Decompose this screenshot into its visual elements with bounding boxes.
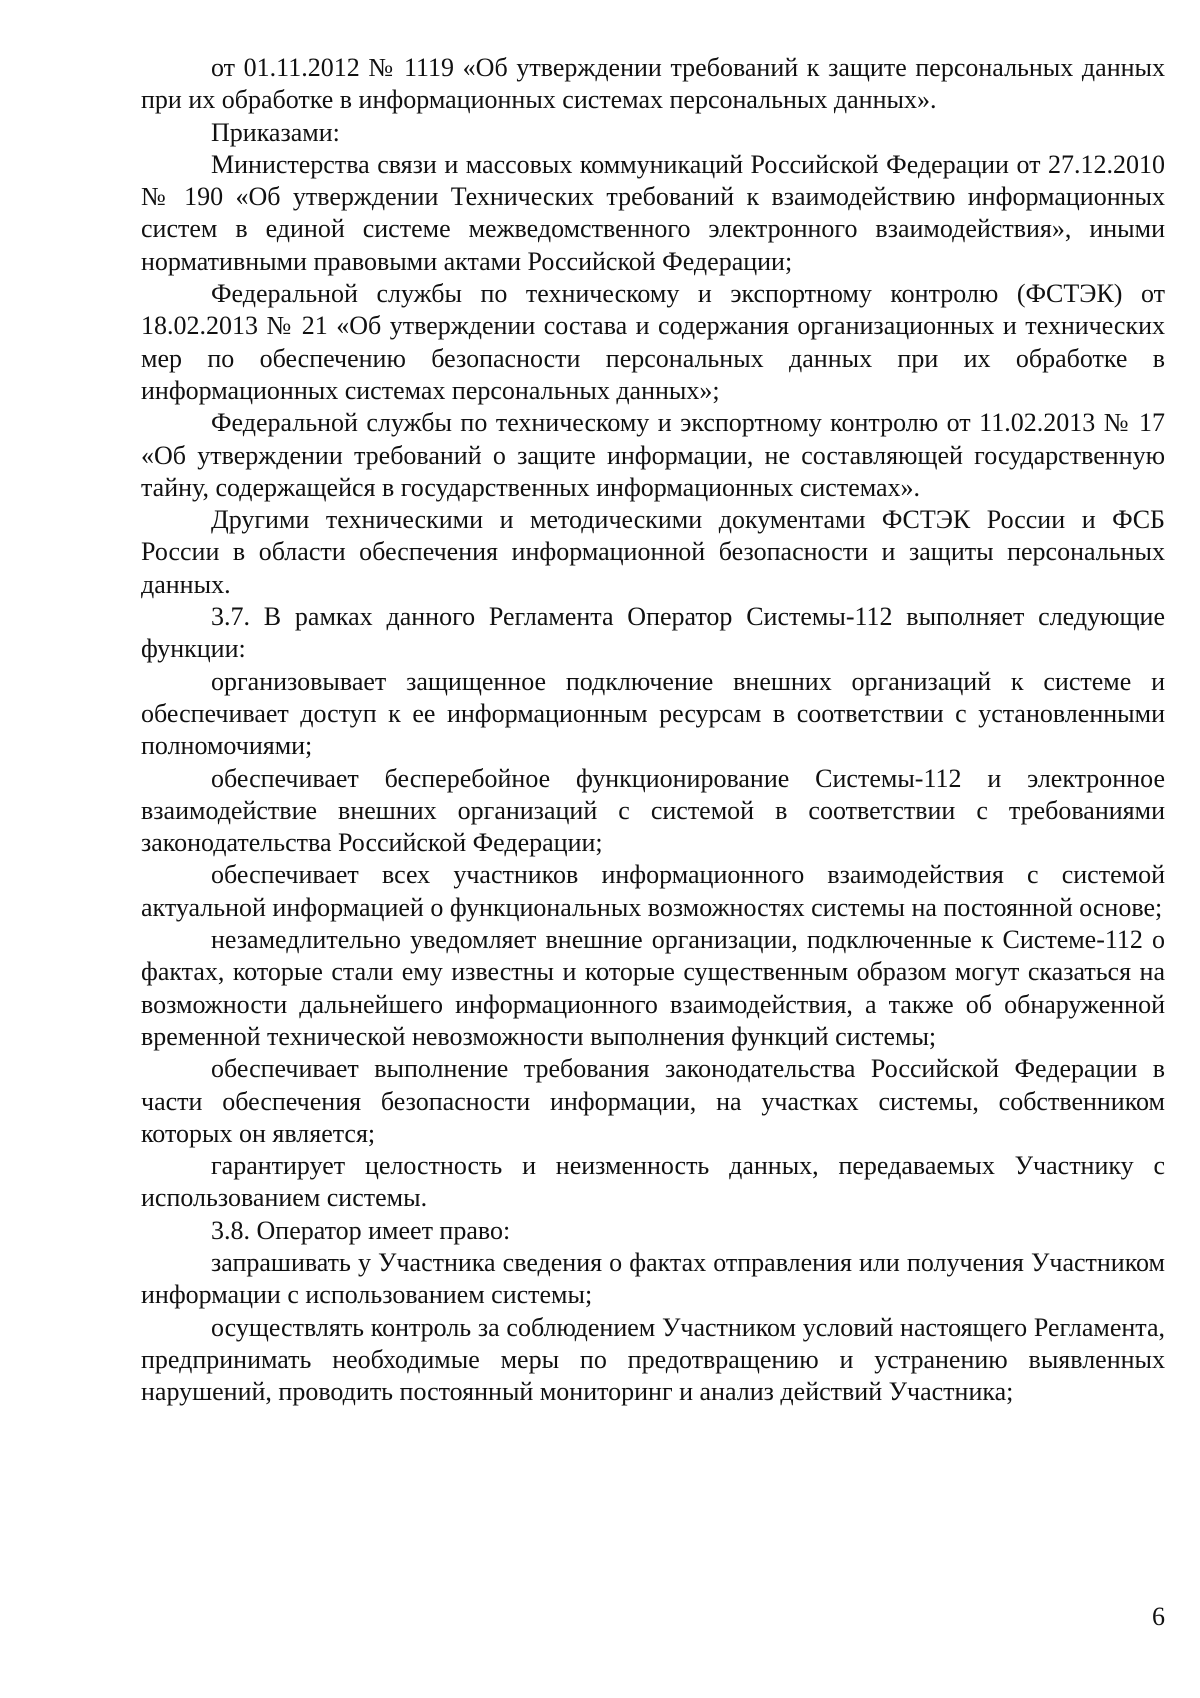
page-number: 6 xyxy=(1152,1602,1165,1631)
paragraph-function-connection: организовывает защищенное подключение внешних организаций к системе и обеспечивает доступ к ее информационным ресурсам в соответствии с установленными полномочиями; xyxy=(141,666,1165,761)
paragraph-right-request: запрашивать у Участника сведения о фактах отправления или получения Участником информации с использованием системы; xyxy=(141,1247,1165,1310)
paragraph-function-uninterrupted: обеспечивает бесперебойное функционирование Системы-112 и электронное взаимодействие внешних организаций с системой в соответствии с требованиями законодательства Российской Федерации; xyxy=(141,763,1165,858)
paragraph-function-security: обеспечивает выполнение требования законодательства Российской Федерации в части обеспечения безопасности информации, на участках системы, собственником которых он является; xyxy=(141,1054,1165,1148)
paragraph-fstek-order-21: Федеральной службы по техническому и экспортному контролю (ФСТЭК) от 18.02.2013 № 21 «Об утверждении состава и содержания организационных и технических мер по обеспечению безопасности персональных данных при их обработке в информационных системах персональных данных»; xyxy=(141,279,1165,405)
document-body xyxy=(141,52,1165,1408)
paragraph-section-3-8: 3.8. Оператор имеет право: xyxy=(211,1215,511,1245)
paragraph-other-documents: Другими техническими и методическими документами ФСТЭК России и ФСБ России в области обеспечения информационной безопасности и защиты персональных данных. xyxy=(141,505,1165,599)
paragraph-function-notification: незамедлительно уведомляет внешние организации, подключенные к Системе-112 о фактах, которые стали ему известны и которые существенным образом могут сказаться на возможности дальнейшего информационного взаимодействия, а также об обнаруженной временной технической невозможности выполнения функций системы; xyxy=(141,925,1165,1051)
paragraph-ministry-order: Министерства связи и массовых коммуникаций Российской Федерации от 27.12.2010 № 190 «Об утверждении Технических требований к взаимодействию информационных систем в единой системе межведомственного электронного взаимодействия», иными нормативными правовыми актами Российской Федерации; xyxy=(141,149,1165,276)
paragraph-orders-heading: Приказами: xyxy=(211,117,340,147)
paragraph-function-information: обеспечивает всех участников информационного взаимодействия с системой актуальной информацией о функциональных возможностях системы на постоянной основе; xyxy=(141,860,1165,922)
paragraph-function-integrity: гарантирует целостность и неизменность данных, передаваемых Участнику с использованием системы. xyxy=(141,1151,1165,1213)
paragraph-right-control: осуществлять контроль за соблюдением Участником условий настоящего Регламента, предпринимать необходимые меры по предотвращению и устранению выявленных нарушений, проводить постоянный мониторинг и анализ действий Участника; xyxy=(141,1312,1165,1407)
paragraph-decree-continuation: от 01.11.2012 № 1119 «Об утверждении требований к защите персональных данных при их обработке в информационных системах персональных данных». xyxy=(141,53,1165,115)
paragraph-fstek-order-17: Федеральной службы по техническому и экспортному контролю от 11.02.2013 № 17 «Об утверждении требований о защите информации, не составляющей государственную тайну, содержащейся в государственных информационных системах». xyxy=(141,408,1165,502)
paragraph-section-3-7: 3.7. В рамках данного Регламента Оператор Системы-112 выполняет следующие функции: xyxy=(141,602,1165,664)
